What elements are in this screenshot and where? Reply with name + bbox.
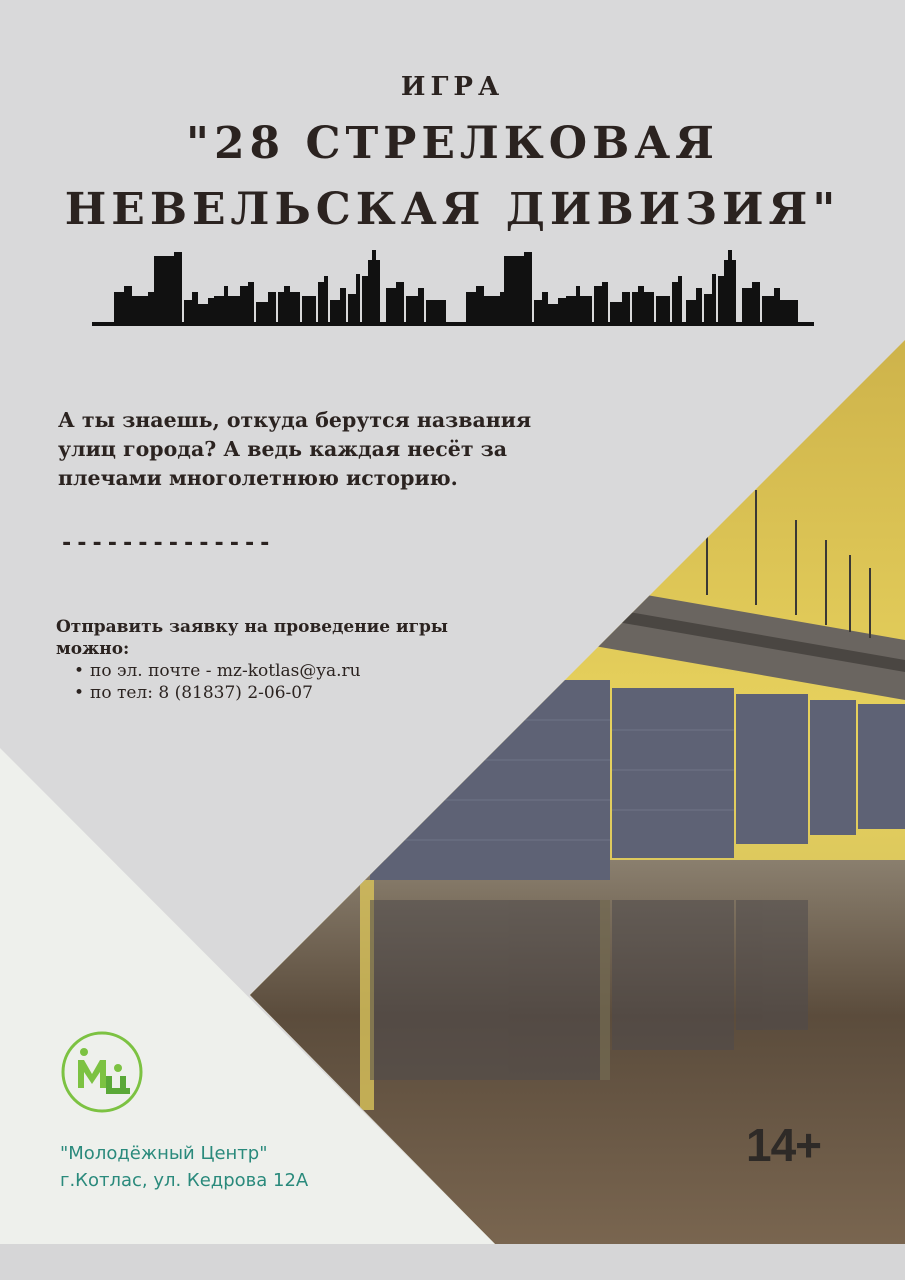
event-kicker: ИГРА: [400, 72, 505, 102]
organization-address: г.Котлас, ул. Кедрова 12А: [60, 1170, 309, 1191]
divider: --------------: [60, 531, 274, 556]
youth-center-logo-icon: [60, 1030, 144, 1114]
contact-email[interactable]: • по эл. почте - mz-kotlas@ya.ru: [90, 660, 516, 682]
event-title-line-2: НЕВЕЛЬСКАЯ ДИВИЗИЯ": [64, 184, 841, 235]
intro-text: А ты знаешь, откуда берутся названия улиц города? А ведь каждая несёт за плечами многолетнюю историю.: [58, 408, 532, 490]
age-rating-badge: 14+: [746, 1119, 822, 1171]
skyline-icon: [92, 250, 814, 326]
bottom-strip: [0, 1244, 905, 1280]
application-lead: Отправить заявку на проведение игры можно:: [56, 617, 448, 659]
contact-phone[interactable]: • по тел: 8 (81837) 2-06-07: [90, 682, 516, 704]
event-title-line-1: "28 СТРЕЛКОВАЯ: [186, 118, 719, 169]
contact-list: [56, 660, 516, 704]
application-info: [56, 616, 516, 704]
organization-info: [60, 1140, 308, 1194]
organization-name: "Молодёжный Центр": [60, 1143, 268, 1164]
